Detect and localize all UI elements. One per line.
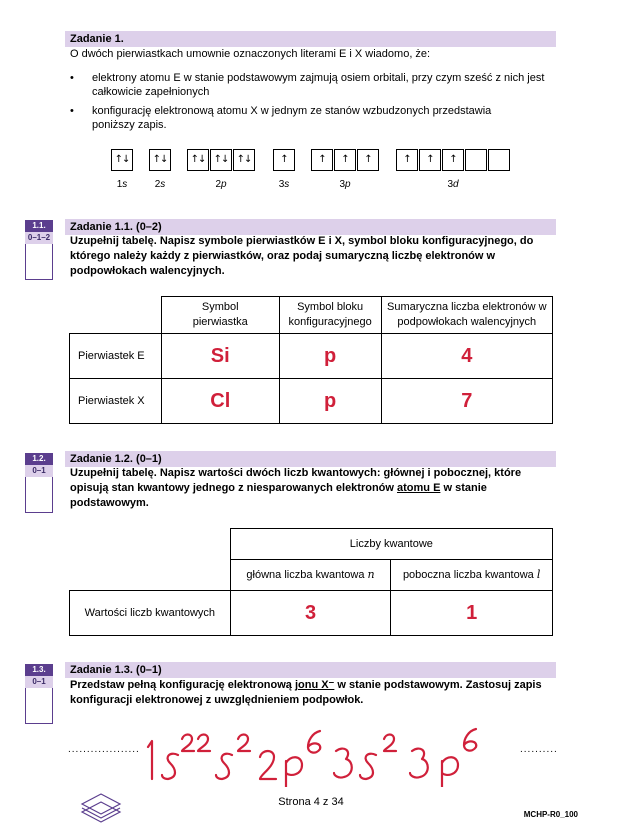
task1-2-description: Uzupełnij tabelę. Napisz wartości dwóch liczb kwantowych: głównej i pobocznej, które opisują stan kwantowy jednego z niesparowanych elektronów atomu E w stanie podstawowym. xyxy=(70,467,522,509)
empty-corner-cell xyxy=(70,560,231,591)
points-badge: 0–1 xyxy=(25,676,53,688)
orbital-box-2s: ↑↓ xyxy=(149,149,171,171)
orbital-label-2p: 2p xyxy=(215,179,227,190)
header-block: Symbol bloku konfiguracyjnego xyxy=(279,297,381,334)
task1-1-score-marker xyxy=(25,220,53,280)
task1-header-bar xyxy=(65,31,556,47)
orbital-box-3s: ↑ xyxy=(273,149,295,171)
orbital-label-2s: 2s xyxy=(154,179,166,190)
orbital-box-2p-3: ↑↓ xyxy=(233,149,255,171)
answer-symbol-E[interactable]: Si xyxy=(161,334,279,379)
header-principal: główna liczba kwantowa n xyxy=(230,560,391,591)
page-number: Strona 4 z 34 xyxy=(278,796,344,808)
header-count: Sumaryczna liczba elektronów w podpowłokach walencyjnych xyxy=(381,297,552,334)
answer-symbol-X[interactable]: Cl xyxy=(161,379,279,424)
header-symbol: Symbol pierwiastka xyxy=(161,297,279,334)
row-label: Pierwiastek E xyxy=(70,334,162,379)
orbital-box-1s: ↑↓ xyxy=(111,149,133,171)
task1-1-title: Zadanie 1.1. (0–2) xyxy=(70,221,162,233)
bullet-text: elektrony atomu E w stanie podstawowym zajmują osiem orbitali, przy czym sześć z nich jest całkowicie zapełnionych xyxy=(92,72,545,98)
row-label: Pierwiastek X xyxy=(70,379,162,424)
task1-1-table xyxy=(69,296,553,424)
row-label: Wartości liczb kwantowych xyxy=(70,591,231,636)
score-box[interactable] xyxy=(25,244,53,280)
table-row xyxy=(70,591,553,636)
orbital-label-3s: 3s xyxy=(278,179,290,190)
orbital-box-3d-4 xyxy=(465,149,487,171)
task1-bullet-1 xyxy=(70,71,562,101)
empty-corner-cell xyxy=(70,529,231,560)
answer-count-X[interactable]: 7 xyxy=(381,379,552,424)
answer-n-value[interactable]: 3 xyxy=(230,591,391,636)
task1-3-description: Przedstaw pełną konfigurację elektronową jonu X⁻ w stanie podstawowym. Zastosuj zapis konfiguracji elektronowej z uwzględnieniem podpowłok. xyxy=(70,679,542,706)
task1-bullet-2 xyxy=(70,104,562,134)
orbital-box-2p-2: ↑↓ xyxy=(210,149,232,171)
bullet-text: konfigurację elektronową atomu X w jednym ze stanów wzbudzonych przedstawia poniższy zapis. xyxy=(92,105,492,131)
orbital-box-3d-5 xyxy=(488,149,510,171)
task1-3-title: Zadanie 1.3. (0–1) xyxy=(70,664,162,676)
answer-dots-left: ................... xyxy=(68,744,140,755)
handwritten-configuration-answer[interactable] xyxy=(140,717,520,787)
orbital-box-2p-1: ↑↓ xyxy=(187,149,209,171)
table-row xyxy=(70,334,553,379)
task1-intro: O dwóch pierwiastkach umownie oznaczonych literami E i X wiadomo, że: xyxy=(70,48,431,60)
orbital-label-1s: 1s xyxy=(116,179,128,190)
task1-1-description: Uzupełnij tabelę. Napisz symbole pierwiastków E i X, symbol bloku konfiguracyjnego, do którego należy każdy z pierwiastków, oraz podaj sumaryczną liczbę elektronów w podpowłokach walencyjnych. xyxy=(70,235,534,277)
orbital-box-3p-3: ↑ xyxy=(357,149,379,171)
task1-2-score-marker xyxy=(25,453,53,513)
answer-count-E[interactable]: 4 xyxy=(381,334,552,379)
score-box[interactable] xyxy=(25,477,53,513)
bullet-dot: • xyxy=(70,72,74,84)
orbital-box-3d-3: ↑ xyxy=(442,149,464,171)
orbital-box-3d-1: ↑ xyxy=(396,149,418,171)
task-number-badge: 1.3. xyxy=(25,664,53,676)
empty-corner-cell xyxy=(70,297,162,334)
score-box[interactable] xyxy=(25,688,53,724)
task-number-badge: 1.2. xyxy=(25,453,53,465)
answer-block-E[interactable]: p xyxy=(279,334,381,379)
points-badge: 0–1–2 xyxy=(25,232,53,244)
points-badge: 0–1 xyxy=(25,465,53,477)
answer-dots-right: .......... xyxy=(520,744,558,755)
task1-title: Zadanie 1. xyxy=(70,33,124,45)
header-azimuthal: poboczna liczba kwantowa l xyxy=(391,560,553,591)
task-number-badge: 1.1. xyxy=(25,220,53,232)
answer-block-X[interactable]: p xyxy=(279,379,381,424)
task1-2-title: Zadanie 1.2. (0–1) xyxy=(70,453,162,465)
orbital-box-3p-1: ↑ xyxy=(311,149,333,171)
orbital-box-3d-2: ↑ xyxy=(419,149,441,171)
orbital-diagram xyxy=(0,149,622,199)
task1-3-score-marker xyxy=(25,664,53,724)
header-quantum-numbers: Liczby kwantowe xyxy=(230,529,552,560)
orbital-label-3p: 3p xyxy=(339,179,351,190)
bullet-dot: • xyxy=(70,105,74,117)
orbital-label-3d: 3d xyxy=(447,179,459,190)
answer-l-value[interactable]: 1 xyxy=(391,591,553,636)
exam-code: MCHP-R0_100 xyxy=(523,810,578,819)
orbital-box-3p-2: ↑ xyxy=(334,149,356,171)
task1-2-table xyxy=(69,528,553,636)
table-row xyxy=(70,379,553,424)
